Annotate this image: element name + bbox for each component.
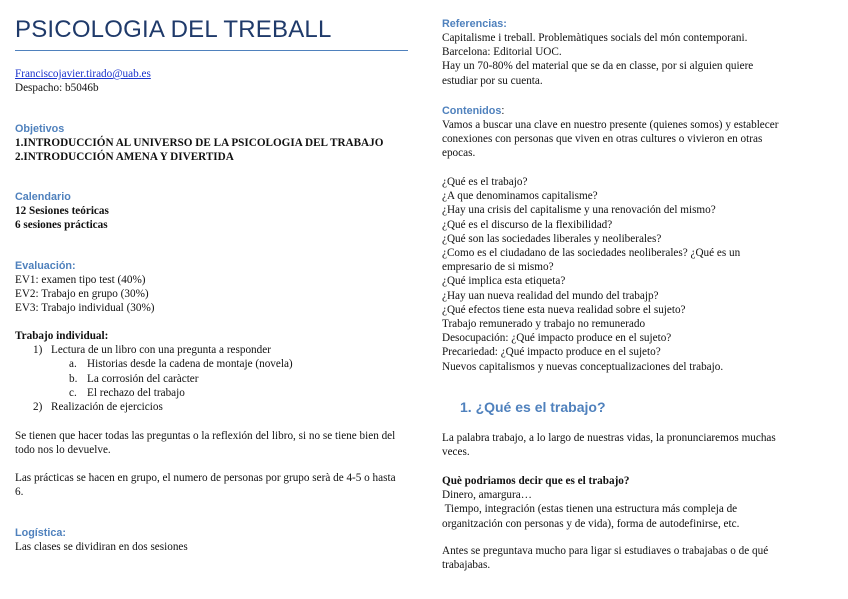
referencias-section: Referencias: Capitalisme i treball. Problemàtiques socials del món contemporani. Barcelona: Editorial UOC. Hay un 70-80% del material que se da en classe, por si alguien quiere estudiar por su cuenta. <box>442 18 754 87</box>
list-item: 1) Lectura de un libro con una pregunta a responder a. Historias desde la cadena de montaje (novela) b. La corrosión del caràcter c. El rechazo del trabajo <box>51 343 415 400</box>
trabajo-list <box>15 343 415 414</box>
section-1-question-block: Què podriamos decir que es el trabajo? Dinero, amargura… Tiempo, integración (estas tienen una estructura más compleja de organitzación con personas y de vida), forma de autodefinirse, etc. <box>442 475 740 530</box>
question-line: ¿Qué son las sociedades liberales y neoliberales? <box>442 232 662 245</box>
logistica-text: Las clases se dividiran en dos sesiones <box>15 541 188 553</box>
referencias-heading: Referencias: <box>442 18 507 30</box>
logistica-section <box>15 526 188 554</box>
note-paragraph: Las prácticas se hacen en grupo, el numero de personas por grupo serà de 4-5 o hasta 6. <box>15 472 396 499</box>
sub-list <box>51 357 415 400</box>
contenidos-section: Contenidos: Vamos a buscar una clave en nuestro presente (quienes somos) y establecer conexiones con personas que viven en otras cultures o vivieron en otras epocas. <box>442 105 779 160</box>
contenidos-heading: Contenidos: <box>442 105 505 117</box>
question-line: ¿Qué implica esta etiqueta? <box>442 275 566 288</box>
contact-block <box>15 67 151 95</box>
question-line: ¿Qué es el discurso de la flexibilidad? <box>442 218 613 231</box>
evaluacion-item: EV2: Trabajo en grupo (30%) <box>15 288 149 301</box>
question-line: empresario de si mismo? <box>442 261 554 274</box>
evaluacion-item: EV3: Trabajo individual (30%) <box>15 302 155 315</box>
question-line: Precariedad: ¿Qué impacto produce en el sujeto? <box>442 346 661 359</box>
question-line: ¿Como es el ciudadano de las sociedades neoliberales? ¿Qué es un <box>442 247 741 260</box>
trabajo-individual-heading: Trabajo individual: <box>15 330 109 342</box>
question-line: ¿Qué es el trabajo? <box>442 176 528 188</box>
question-line: ¿Qué efectos tiene esta nueva realidad sobre el sujeto? <box>442 303 686 316</box>
objetivos-heading: Objetivos <box>15 123 65 135</box>
evaluacion-section <box>15 259 155 316</box>
question-line: ¿A que denominamos capitalisme? <box>442 190 598 203</box>
calendario-item: 12 Sesiones teóricas <box>15 205 109 217</box>
question-line: Desocupación: ¿Qué impacto produce en el sujeto? <box>442 332 672 345</box>
calendario-section <box>15 190 109 232</box>
section-1-heading: 1. ¿Qué es el trabajo? <box>460 399 606 415</box>
objetivos-section <box>15 122 383 164</box>
office-text: Despacho: b5046b <box>15 82 99 95</box>
title-underline <box>15 50 408 51</box>
question-line: Nuevos capitalismos y nuevas conceptualizaciones del trabajo. <box>442 360 724 373</box>
logistica-heading: Logística: <box>15 527 66 539</box>
objetivo-item: 2.INTRODUCCIÓN AMENA Y DIVERTIDA <box>15 151 234 164</box>
trabajo-individual-section <box>15 329 415 414</box>
section-1-question: Què podriamos decir que es el trabajo? <box>442 475 630 487</box>
contenidos-questions <box>442 175 740 374</box>
sub-list-item: c. El rechazo del trabajo <box>69 386 185 399</box>
page-title: PSICOLOGIA DEL TREBALL <box>15 16 332 43</box>
calendario-heading: Calendario <box>15 191 71 203</box>
question-line: Trabajo remunerado y trabajo no remunerado <box>442 318 646 331</box>
sub-list-item: a. Historias desde la cadena de montaje (novela) <box>69 358 293 371</box>
evaluacion-item: EV1: examen tipo test (40%) <box>15 274 146 286</box>
section-1-paragraph: Antes se preguntava mucho para ligar si estudiaves o trabajabas o de qué trabajabas. <box>442 545 769 572</box>
list-item: 2) Realización de ejercicios <box>33 401 163 414</box>
question-line: ¿Hay uan nueva realidad del mundo del trabajp? <box>442 289 659 302</box>
note-paragraph: Se tienen que hacer todas las preguntas o la reflexión del libro, si no se tiene bien del todo nos lo devuelve. <box>15 430 396 457</box>
email-link[interactable]: Franciscojavier.tirado@uab.es <box>15 68 151 80</box>
question-line: ¿Hay una crisis del capitalisme y una renovación del mismo? <box>442 204 716 217</box>
section-1-paragraph: La palabra trabajo, a lo largo de nuestras vidas, la pronunciaremos muchas veces. <box>442 432 776 459</box>
sub-list-item: b. La corrosión del caràcter <box>69 372 199 385</box>
objetivo-item: 1.INTRODUCCIÓN AL UNIVERSO DE LA PSICOLOGIA DEL TRABAJO <box>15 137 384 149</box>
calendario-item: 6 sesiones prácticas <box>15 219 108 232</box>
evaluacion-heading: Evaluación: <box>15 260 76 272</box>
section-1-heading-wrap <box>460 398 606 416</box>
